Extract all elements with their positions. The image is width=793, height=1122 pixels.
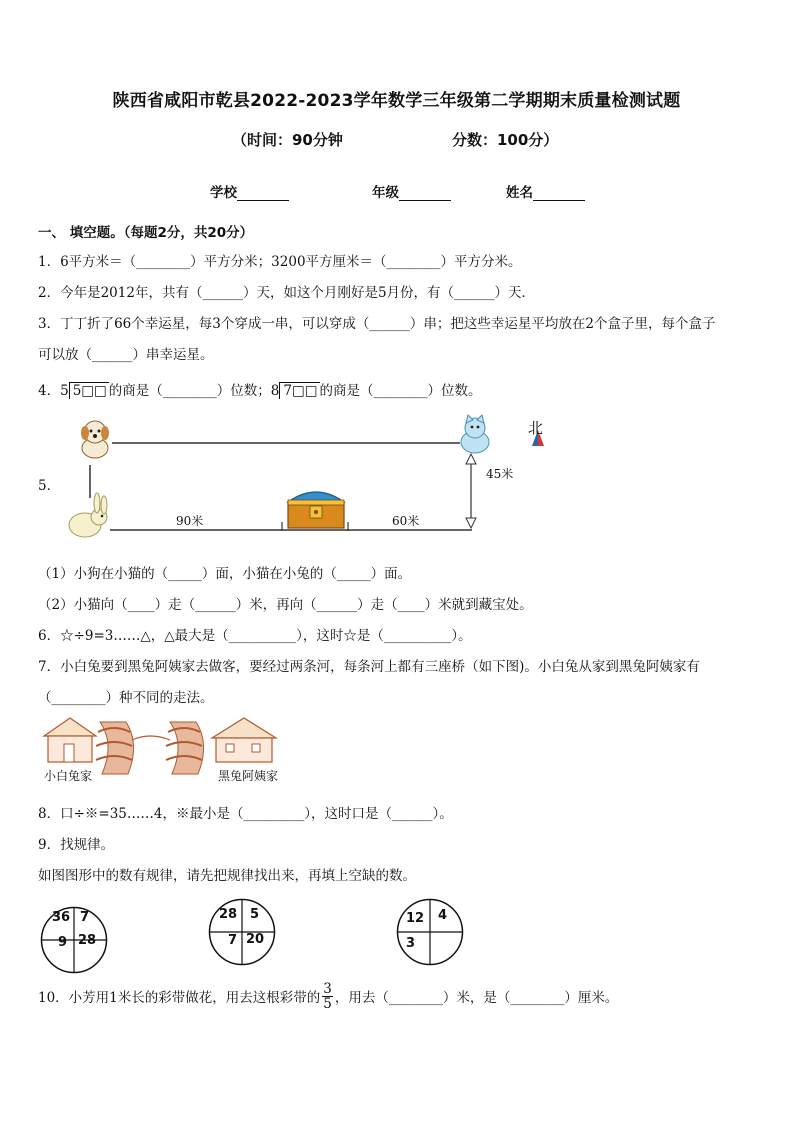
- division-2: 8 7□□: [270, 383, 318, 399]
- question-7-line1: 7．小白兔要到黑兔阿姨家去做客，要经过两条河，每条河上都有三座桥（如下图)。小白兔从家到黑兔阿姨家有: [38, 659, 700, 675]
- rabbit-icon: [69, 493, 107, 537]
- treasure-map-diagram: [40, 410, 560, 560]
- question-5-part1: （1）小狗在小猫的（_____）面，小猫在小兔的（_____）面。: [38, 566, 412, 582]
- question-2: 2．今年是2012年，共有（______）天，如这个月刚好是5月份，有（______）天．: [38, 285, 536, 301]
- school-field[interactable]: [210, 181, 289, 201]
- question-6: 6．☆÷9=3……△，△最大是（__________），这时☆是（__________）。: [38, 628, 472, 644]
- question-4: 4．5 5□□ 的商是（________）位数；8 7□□ 的商是（________）位数。: [38, 383, 482, 399]
- river-2: [166, 722, 204, 774]
- distance-60m: 60米: [392, 514, 420, 528]
- name-field[interactable]: [506, 181, 585, 201]
- question-9-description: 如图图形中的数有规律，请先把规律找出来，再填上空缺的数。: [38, 868, 416, 884]
- question-8: 8．口÷※=35……4，※最小是（_________），这时口是（______）。: [38, 806, 453, 822]
- section-heading: 一、 填空题。（每题2分，共20分）: [38, 225, 254, 241]
- number-circle-1: 36 7 9 28: [40, 906, 108, 974]
- time-label: （时间：90分钟: [232, 131, 343, 149]
- question-9: 9．找规律。: [38, 837, 115, 853]
- question-3-line1: 3．丁丁折了66个幸运星，每3个穿成一串，可以穿成（______）串；把这些幸运星平均放在2个盒子里，每个盒子: [38, 316, 716, 332]
- aunt-home-label: 黑兔阿姨家: [218, 769, 279, 783]
- distance-90m: 90米: [176, 514, 204, 528]
- right-house-icon: [212, 718, 276, 762]
- fraction-three-fifths: $\frac{3}{5}$: [323, 981, 332, 1012]
- dog-icon: [81, 421, 109, 458]
- grade-label: 年级: [372, 185, 399, 201]
- division-1: 5 5□□: [60, 383, 107, 399]
- question-5-part2: （2）小猫向（____）走（______）米，再向（______）走（____）米就到藏宝处。: [38, 597, 533, 613]
- question-3-line2: 可以放（______）串幸运星。: [38, 347, 214, 363]
- distance-45m: 45米: [486, 467, 514, 481]
- left-house-icon: [44, 718, 96, 762]
- question-1: 1．6平方米＝（________）平方分米；3200平方厘米＝（________）平方分米。: [38, 254, 522, 270]
- school-label: 学校: [210, 185, 237, 201]
- grade-field[interactable]: [372, 181, 451, 201]
- question-5-number: 5．: [38, 478, 61, 494]
- page-title: 陕西省咸阳市乾县2022-2023学年数学三年级第二学期期末质量检测试题: [112, 91, 681, 111]
- river-1: [96, 722, 134, 774]
- question-10: 10．小芳用1米长的彩带做花，用去这根彩带的 $\frac{3}{5}$ ，用去（________）米，是（________）厘米。: [38, 981, 619, 1012]
- number-circle-2: 28 5 7 20: [208, 898, 276, 966]
- score-label: 分数：100分）: [452, 131, 559, 149]
- cat-icon: [461, 415, 489, 453]
- name-label: 姓名: [506, 185, 533, 201]
- rabbit-home-label: 小白兔家: [44, 769, 93, 783]
- number-circle-3: 12 4 3: [396, 898, 464, 966]
- question-7-line2: （________）种不同的走法。: [38, 690, 214, 706]
- treasure-chest-icon: [288, 492, 344, 528]
- north-label: 北: [528, 419, 544, 437]
